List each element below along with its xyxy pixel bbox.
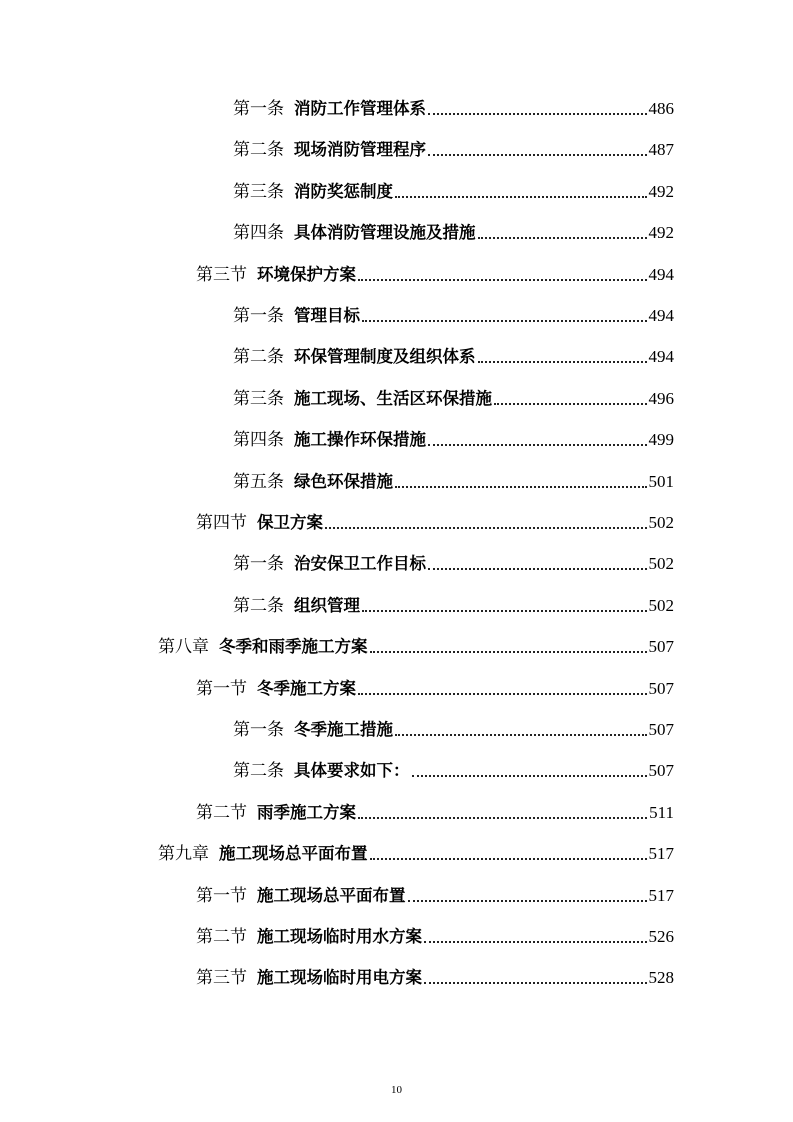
toc-entry-page-number: 492 (648, 181, 674, 201)
toc-entry-chapter[interactable] (158, 634, 674, 660)
toc-entry-section[interactable] (196, 883, 674, 909)
toc-entry-title: 治安保卫工作目标 (294, 554, 426, 574)
toc-entry-title: 施工现场总平面布置 (219, 844, 368, 864)
toc-entry-article[interactable] (233, 137, 674, 163)
toc-entry-title: 施工现场临时用电方案 (257, 968, 422, 988)
toc-entry-title: 施工操作环保措施 (294, 430, 426, 450)
toc-entry-article[interactable] (233, 96, 674, 122)
toc-entry-number: 第一条 (233, 99, 284, 119)
toc-dot-leader (395, 486, 647, 488)
toc-entry-section[interactable] (196, 510, 674, 536)
toc-entry-page-number: 517 (648, 844, 674, 864)
toc-entry-title: 管理目标 (294, 306, 360, 325)
toc-entry-article[interactable] (233, 179, 674, 205)
toc-entry-page-number: 507 (648, 720, 674, 739)
toc-entry-page-number: 496 (648, 388, 674, 408)
toc-entry-number: 第一条 (233, 554, 284, 575)
toc-entry-number: 第二节 (196, 802, 247, 823)
toc-entry-page-number: 502 (648, 595, 674, 615)
toc-entry-page-number: 526 (648, 927, 674, 946)
toc-entry-number: 第五条 (233, 471, 284, 492)
toc-entry-page-number: 507 (648, 637, 674, 657)
toc-entry-number: 第二条 (233, 595, 284, 616)
toc-dot-leader (395, 196, 647, 198)
toc-entry-page-number: 499 (648, 430, 674, 450)
toc-dot-leader (424, 941, 647, 943)
toc-entry-article[interactable] (233, 427, 674, 453)
toc-entry-title: 冬季和雨季施工方案 (219, 637, 368, 657)
toc-dot-leader (370, 651, 647, 653)
toc-entry-number: 第四条 (233, 223, 284, 244)
toc-entry-number: 第四条 (233, 430, 284, 451)
toc-entry-page-number: 494 (648, 306, 674, 325)
toc-entry-page-number: 502 (648, 513, 674, 532)
toc-entry-article[interactable] (233, 386, 674, 412)
toc-entry-section[interactable] (196, 924, 674, 950)
toc-entry-title: 冬季施工措施 (294, 720, 393, 739)
toc-entry-number: 第一节 (196, 885, 247, 906)
toc-entry-number: 第八章 (158, 637, 209, 658)
toc-entry-title: 保卫方案 (257, 513, 323, 532)
toc-dot-leader (358, 279, 647, 281)
toc-entry-title: 环保管理制度及组织体系 (294, 347, 476, 367)
toc-entry-title: 施工现场总平面布置 (257, 885, 406, 905)
toc-entry-article[interactable] (233, 593, 674, 619)
toc-dot-leader (408, 900, 647, 902)
toc-dot-leader (478, 237, 647, 239)
toc-entry-title: 具体要求如下： (294, 761, 410, 781)
toc-entry-number: 第三条 (233, 388, 284, 409)
toc-entry-page-number: 511 (649, 802, 674, 822)
toc-entry-page-number: 501 (648, 471, 674, 491)
toc-dot-leader (478, 361, 647, 363)
toc-entry-article[interactable] (233, 717, 674, 743)
toc-entry-page-number: 486 (648, 99, 674, 118)
toc-dot-leader (428, 568, 647, 570)
toc-entry-number: 第二条 (233, 761, 284, 782)
toc-entry-page-number: 494 (648, 264, 674, 284)
toc-entry-page-number: 528 (648, 968, 674, 988)
toc-entry-title: 消防工作管理体系 (294, 99, 426, 118)
toc-entry-page-number: 517 (648, 885, 674, 905)
toc-entry-section[interactable] (196, 800, 674, 826)
toc-entry-number: 第三节 (196, 968, 247, 989)
toc-entry-number: 第二条 (233, 140, 284, 161)
toc-entry-article[interactable] (233, 758, 674, 784)
toc-dot-leader (395, 734, 647, 736)
toc-entry-article[interactable] (233, 220, 674, 246)
toc-entry-number: 第二条 (233, 347, 284, 368)
toc-dot-leader (428, 113, 647, 115)
toc-entry-number: 第三节 (196, 264, 247, 285)
toc-entry-title: 具体消防管理设施及措施 (294, 223, 476, 243)
toc-dot-leader (362, 320, 647, 322)
toc-entry-title: 环境保护方案 (257, 264, 356, 284)
toc-entry-article[interactable] (233, 303, 674, 329)
toc-entry-title: 施工现场临时用水方案 (257, 927, 422, 946)
toc-dot-leader (358, 693, 647, 695)
page-number-footer: 10 (391, 1084, 402, 1096)
toc-entry-title: 绿色环保措施 (294, 471, 393, 491)
toc-dot-leader (428, 154, 647, 156)
toc-dot-leader (362, 610, 647, 612)
toc-entry-number: 第一条 (233, 306, 284, 326)
toc-entry-page-number: 487 (648, 140, 674, 160)
toc-entry-article[interactable] (233, 551, 674, 577)
toc-entry-number: 第二节 (196, 927, 247, 947)
toc-entry-page-number: 492 (648, 223, 674, 243)
toc-entry-number: 第四节 (196, 513, 247, 533)
toc-entry-page-number: 507 (648, 761, 674, 781)
toc-entry-title: 冬季施工方案 (257, 678, 356, 698)
toc-dot-leader (424, 982, 647, 984)
toc-entry-title: 组织管理 (294, 595, 360, 615)
toc-entry-title: 雨季施工方案 (257, 802, 356, 822)
toc-entry-number: 第一节 (196, 678, 247, 699)
toc-dot-leader (428, 444, 647, 446)
toc-entry-article[interactable] (233, 469, 674, 495)
toc-dot-leader (358, 817, 647, 819)
toc-entry-section[interactable] (196, 262, 674, 288)
toc-entry-title: 消防奖惩制度 (294, 181, 393, 201)
toc-dot-leader (412, 775, 647, 777)
toc-entry-page-number: 502 (648, 554, 674, 574)
toc-entry-number: 第三条 (233, 181, 284, 202)
toc-dot-leader (494, 403, 647, 405)
toc-entry-article[interactable] (233, 344, 674, 370)
toc-entry-page-number: 494 (648, 347, 674, 367)
toc-entry-title: 现场消防管理程序 (294, 140, 426, 160)
toc-entry-chapter[interactable] (158, 841, 674, 867)
toc-entry-page-number: 507 (648, 678, 674, 698)
toc-dot-leader (370, 858, 647, 860)
toc-entry-section[interactable] (196, 676, 674, 702)
toc-entry-section[interactable] (196, 965, 674, 991)
toc-entry-title: 施工现场、生活区环保措施 (294, 388, 492, 408)
toc-entry-number: 第一条 (233, 720, 284, 740)
toc-dot-leader (325, 527, 647, 529)
toc-entry-number: 第九章 (158, 844, 209, 865)
